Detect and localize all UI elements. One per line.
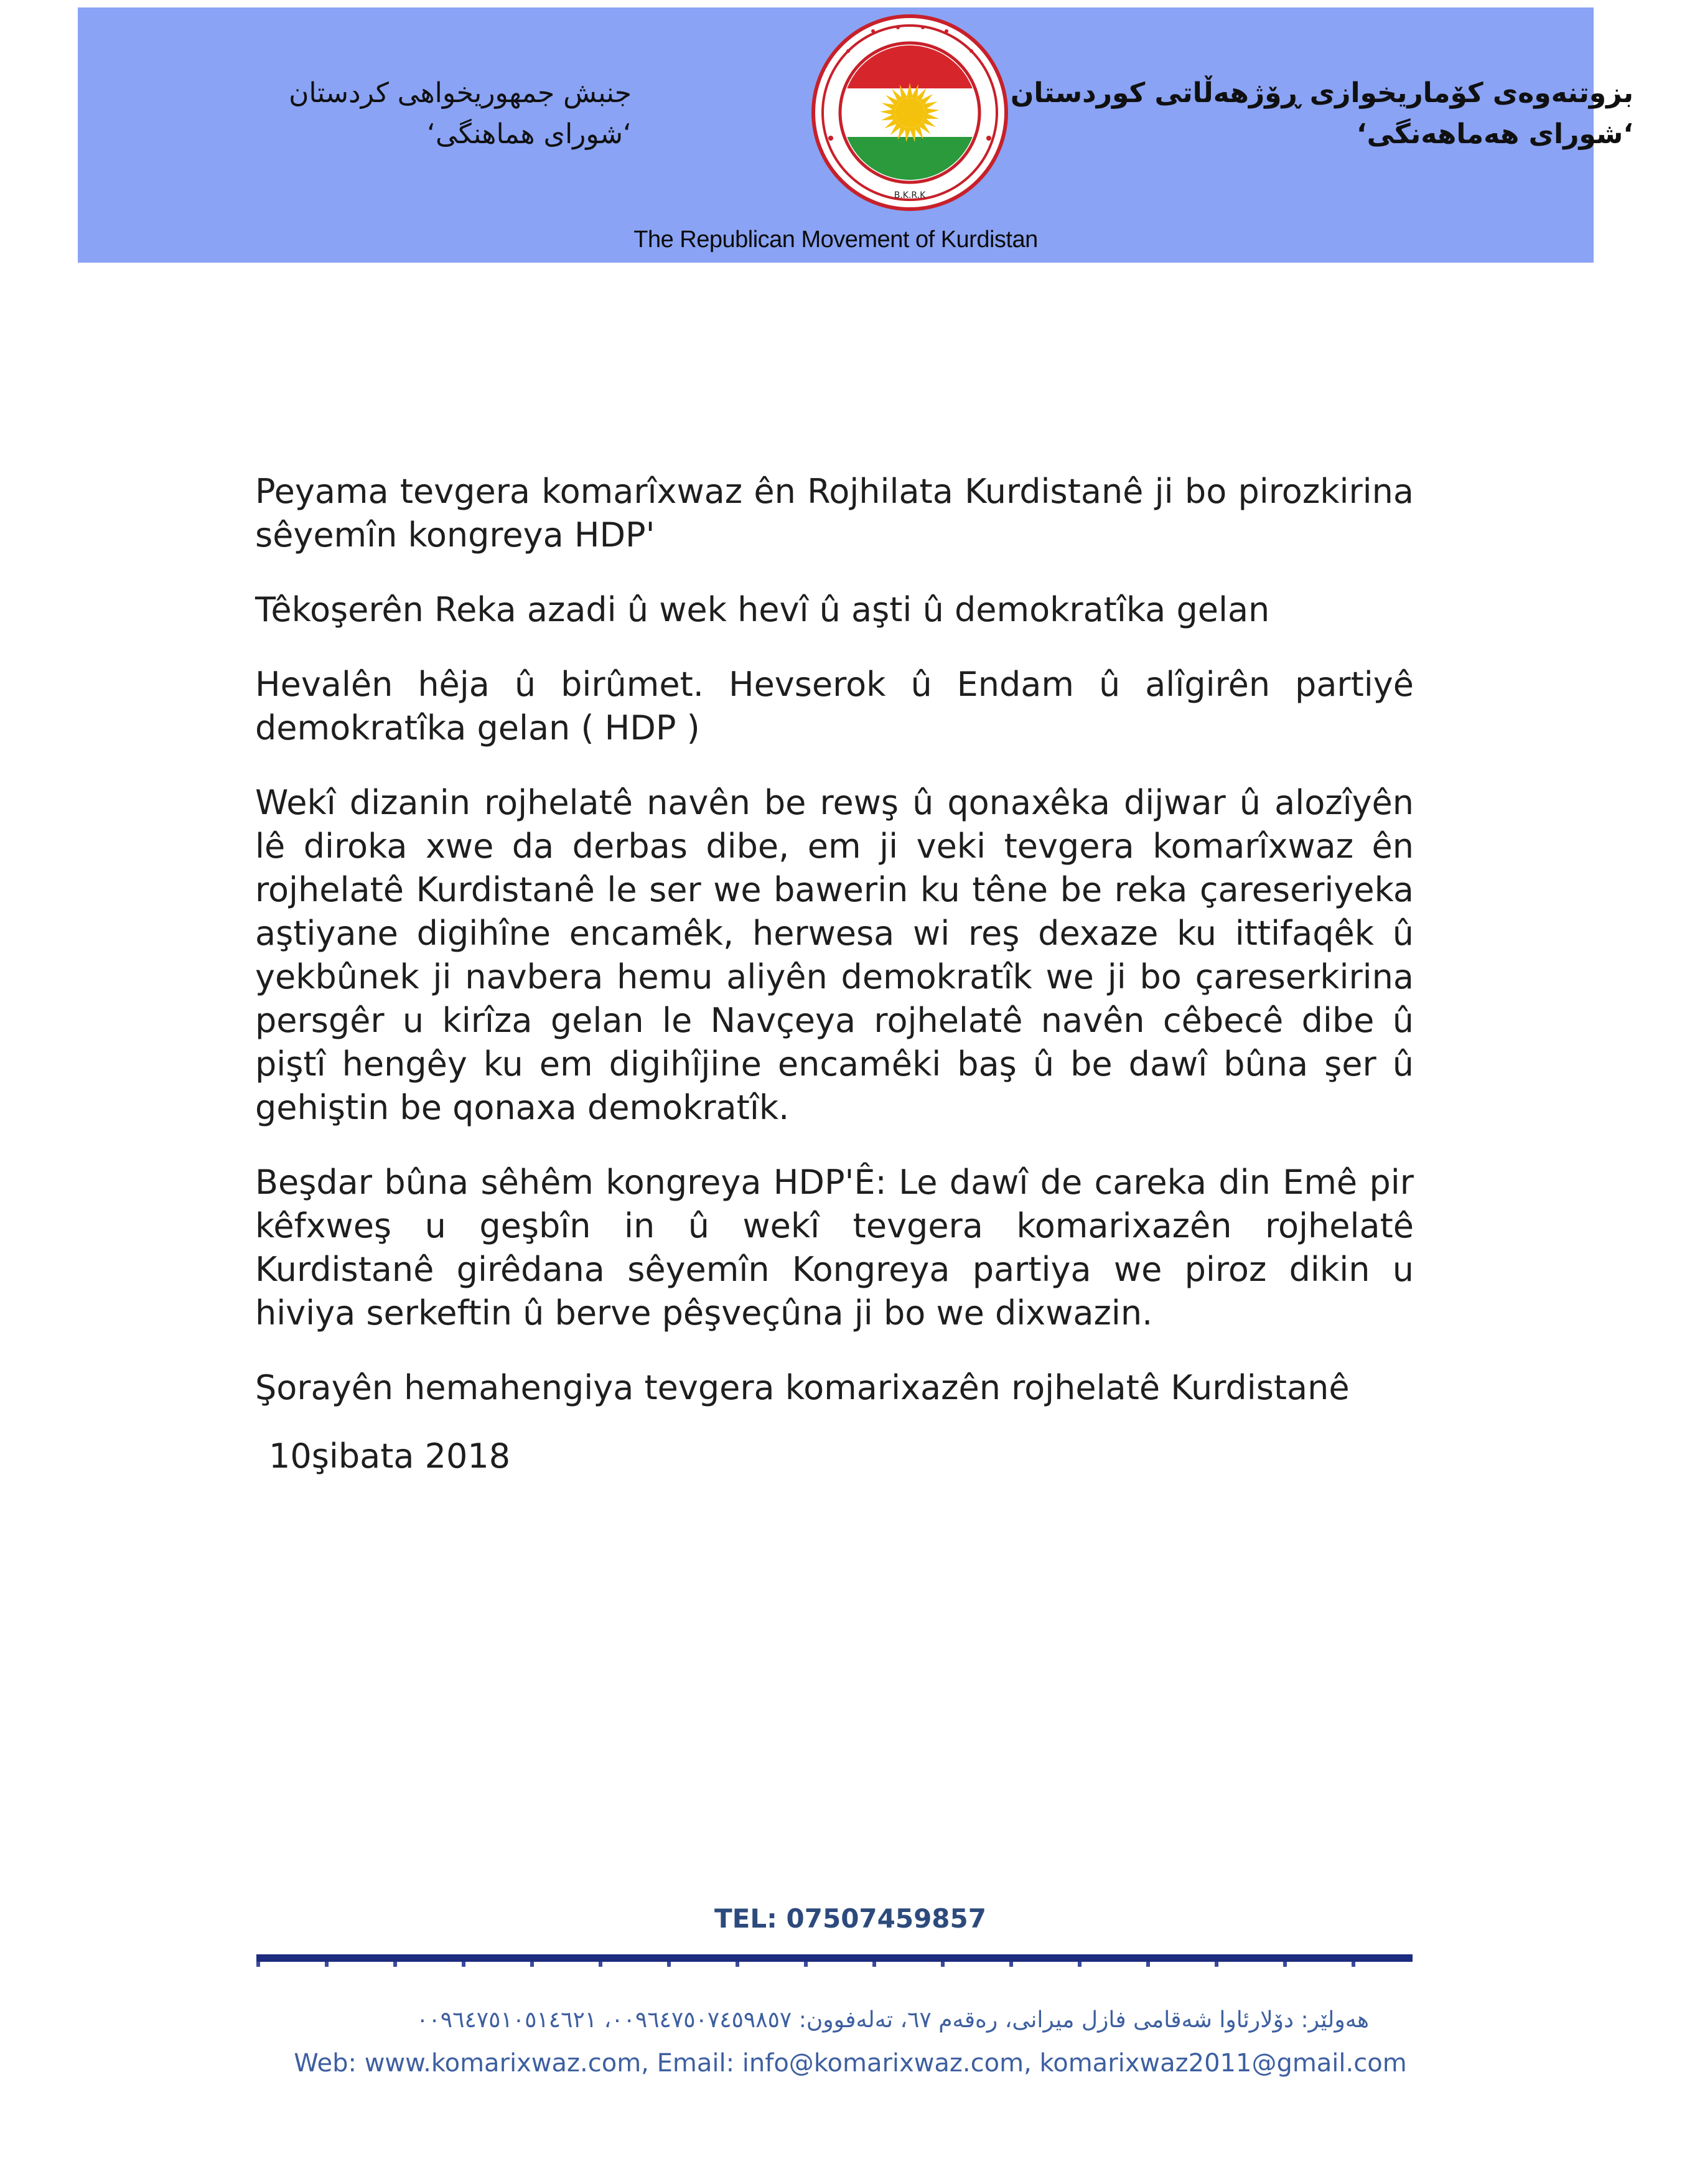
letter-date: 10şibata 2018: [269, 1436, 511, 1476]
letter-body: [255, 470, 1414, 1509]
persian-org-name: جنبش جمهوریخواهی کردستان: [289, 77, 632, 109]
letter-salutation: Têkoşerên Reka azadi û wek hevî û aşti û demokratîka gelan: [255, 590, 1270, 629]
footer-web-email: Web: www.komarixwaz.com, Email: info@komarixwaz.com, komarixwaz2011@gmail.com: [294, 2049, 1407, 2078]
footer-divider-pattern: [256, 1962, 1413, 1967]
letter-paragraph: Wekî dizanin rojhelatê navên be rewş û qonaxêka dijwar û alozîyên lê diroka xwe da derbas dibe, em ji veki tevgera komarîxwaz ên rojhelatê Kurdistanê le ser we bawerin ku têne be reka çareseriyeka aştiyane digihîne encamêk, herwesa wi reş dexaze ku ittifaqêk û yekbûnek ji navbera hemu aliyên demokratîk we ji bo çareserkirina persgêr u kirîza gelan le Navçeya rojhelatê navên cêbecê dibe û piştî hengêy ku em digihîjine encamêki baş û be dawî bûna şer û gehiştin be qonaxa demokratîk.: [255, 783, 1414, 1127]
persian-council-name: ‘شورای هماهنگی‘: [427, 118, 632, 150]
footer-telephone: TEL: 07507459857: [714, 1903, 986, 1934]
kurdish-org-name: بزوتنەوەی کۆماریخوازی ڕۆژهەڵاتی کوردستان: [1010, 77, 1633, 109]
letter-subject: Peyama tevgera komarîxwaz ên Rojhilata Kurdistanê ji bo pirozkirina sêyemîn kongreya HDP': [255, 472, 1414, 555]
kurdish-council-name: ‘شورای هەماهەنگی‘: [1356, 118, 1633, 150]
letterhead-kurdish-title: [1010, 73, 1633, 155]
letterhead-banner: [78, 7, 1633, 263]
footer-address: هەولێر: دۆلارئاوا شەقامی فازل میرانی، رەقەم ٦٧، تەلەفوون: ٠٠٩٦٤٧٥٠٧٤٥٩٨٥٧، ٠٠٩٦٤٧٥١٠٥١٤٦٢١: [416, 2007, 1369, 2033]
letterhead-persian-title: [227, 73, 632, 155]
letter-paragraph: Beşdar bûna sêhêm kongreya HDP'Ê: Le dawî de careka din Emê pir kêfxweş u geşbîn in û wekî tevgera komarixazên rojhelatê Kurdistanê girêdana sêyemîn Kongreya partiya we piroz dikin u hiviya serkeftin û berve pêşveçûna ji bo we dixwazin.: [255, 1163, 1414, 1333]
letter-addressees: Hevalên hêja û birûmet. Hevserok û Endam û alîgirên partiyê demokratîka gelan ( HDP ): [255, 665, 1414, 748]
english-tagline: The Republican Movement of Kurdistan: [633, 227, 1038, 253]
organization-logo-icon: [811, 14, 1009, 212]
letter-signature: Şorayên hemahengiya tevgera komarixazên rojhelatê Kurdistanê: [255, 1368, 1350, 1407]
logo-abbreviation: B.K.R.K: [894, 190, 926, 200]
footer-divider: [256, 1954, 1413, 1962]
